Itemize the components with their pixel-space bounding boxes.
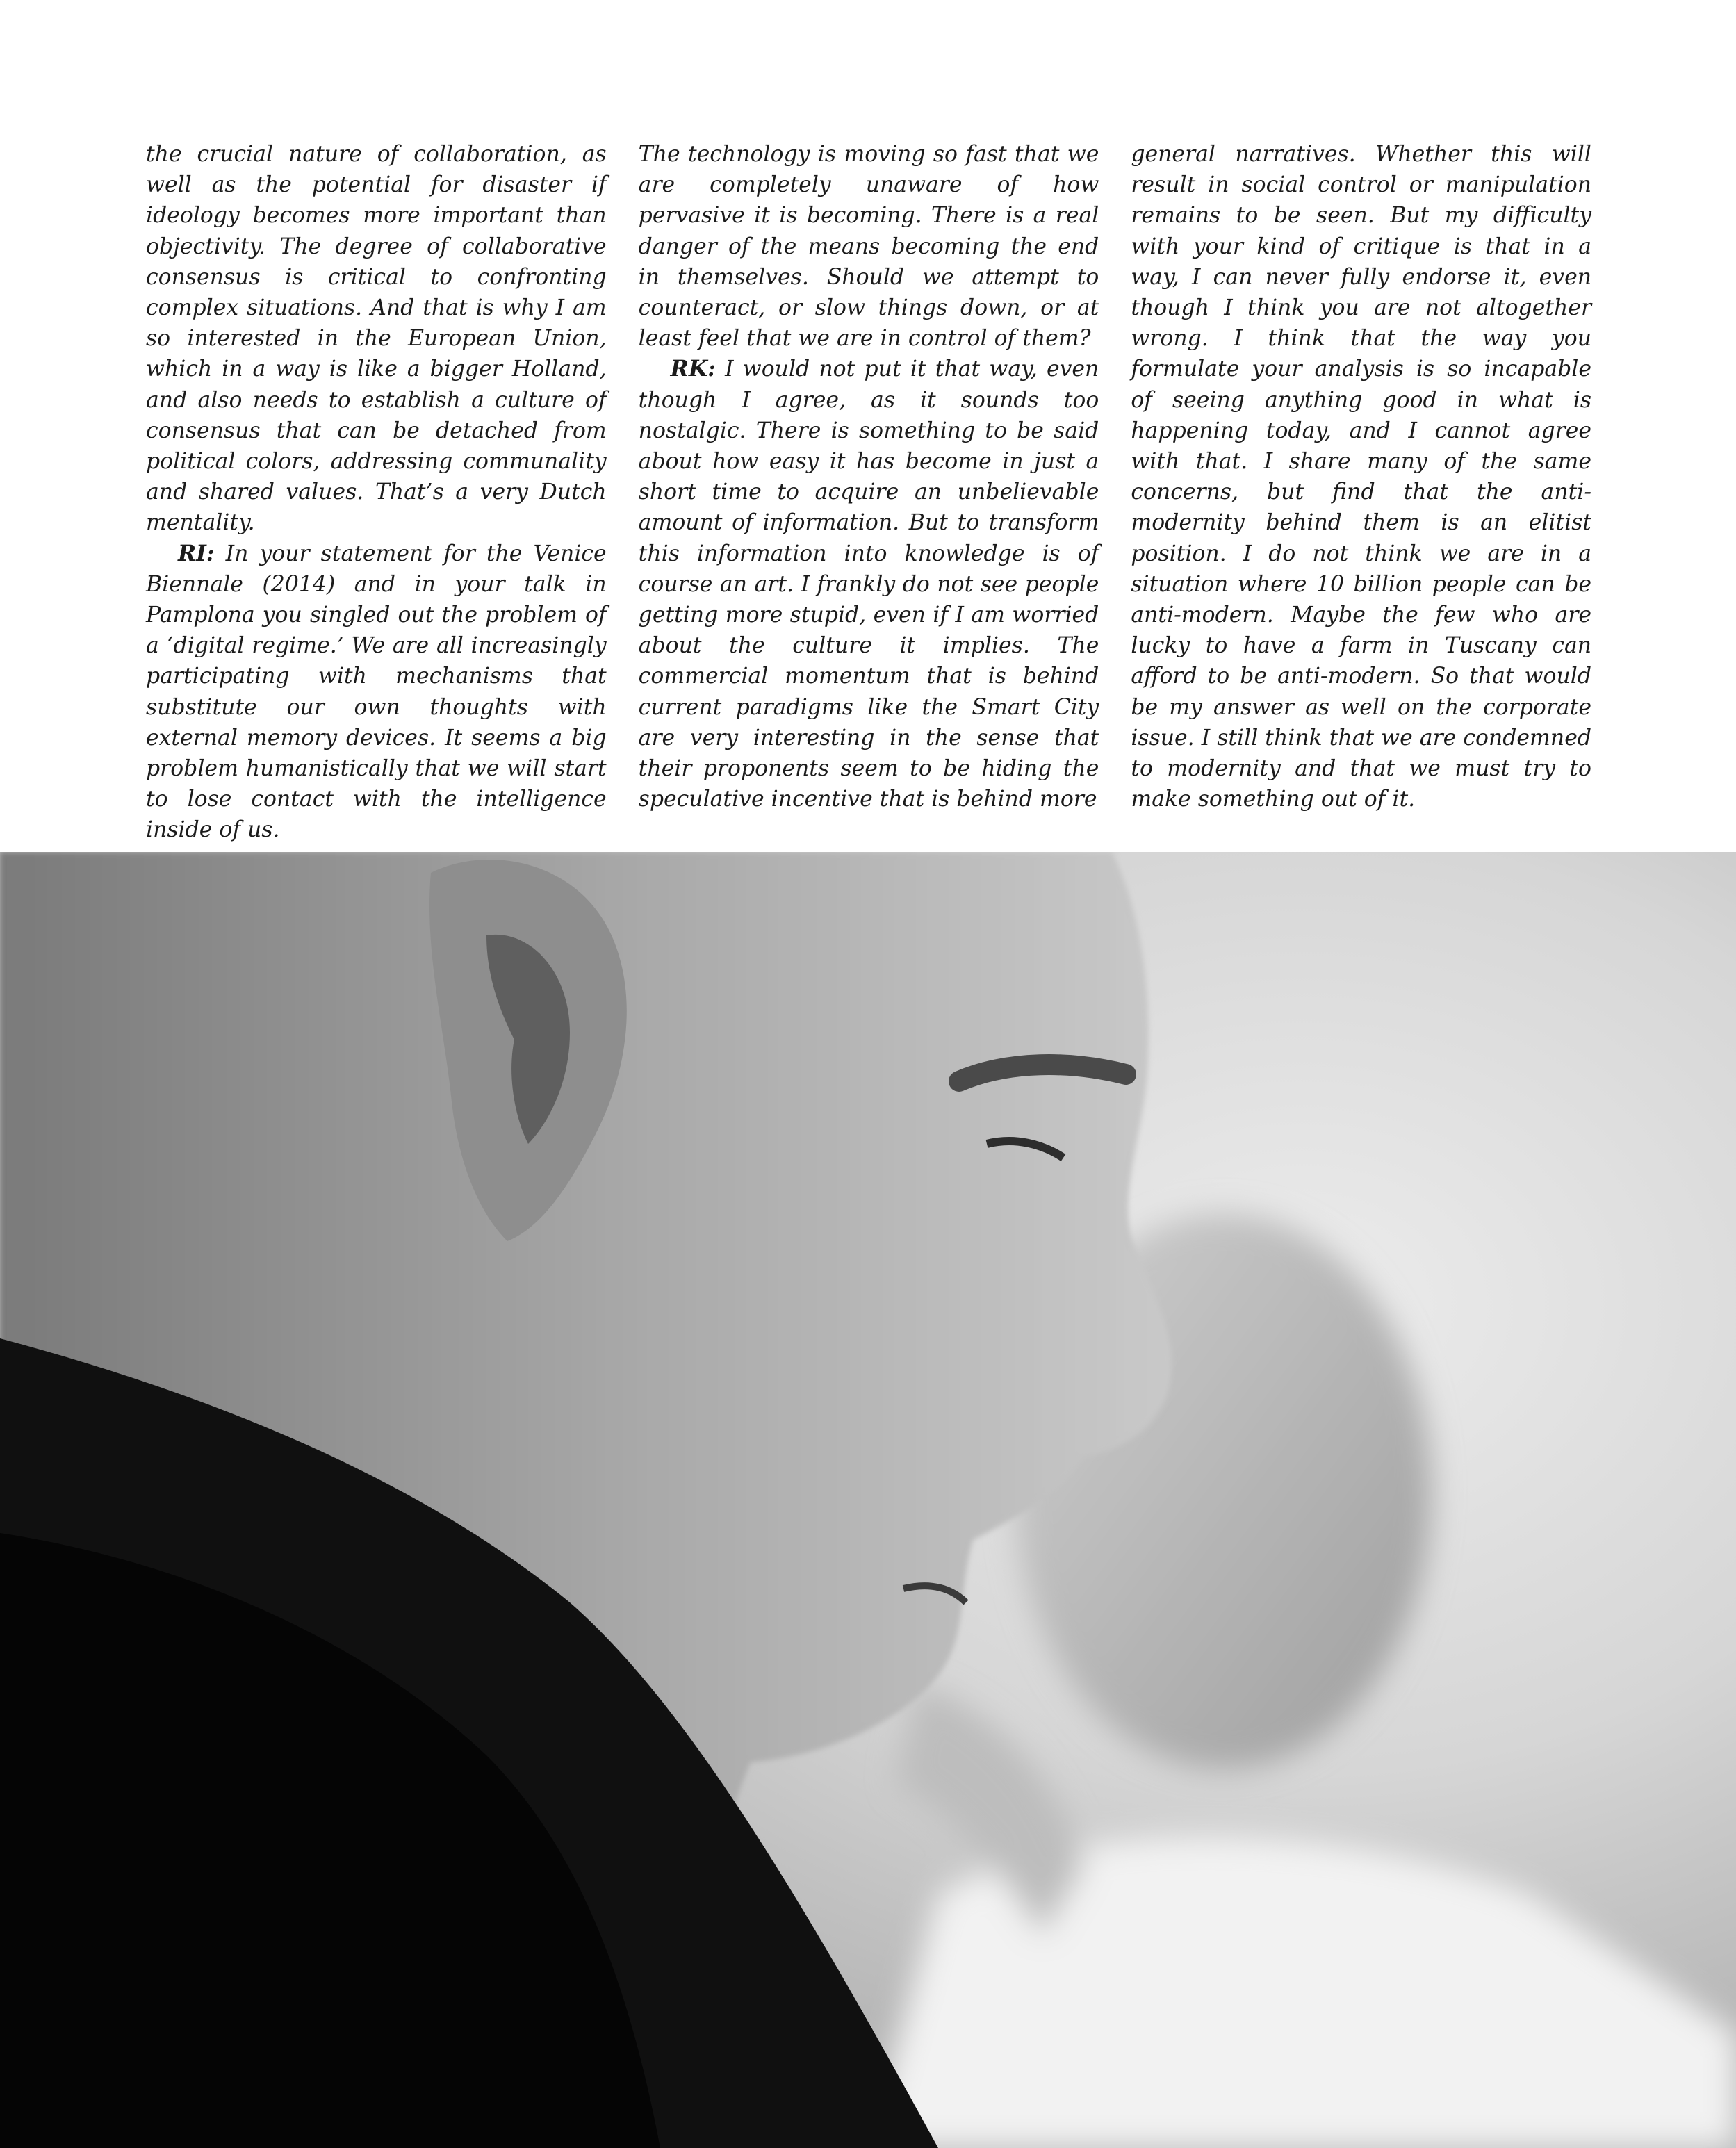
speaker-label: RK: [670,356,716,382]
paragraph [1131,139,1591,814]
paragraph-text: In your statement for the Venice Biennale (2014) and in your talk in Pamplona you singled out the problem of a ‘digital regime.’ We are all increasingly participating with mechanisms that substitute our own thoughts with external memory devices. It seems a big problem humanistically that we will start to lose contact with the intelligence inside of us. [146,541,607,843]
portrait-illustration [0,852,1736,2148]
text-column-2 [639,139,1099,846]
paragraph [639,139,1099,354]
paragraph [146,139,607,539]
paragraph-text: general narratives. Whether this will result in social control or manipulation remains to be seen. But my difficulty with your kind of critique is that in a way, I can never fully endorse it, even though I think you are not altogether wrong. I think that the way you formulate your analysis is so incapable of seeing anything good in what is happening today, and I cannot agree with that. I share many of the same concerns, but find that the anti-modernity behind them is an elitist position. I do not think we are in a situation where 10 billion people can be anti-modern. Maybe the few who are lucky to have a farm in Tuscany can afford to be anti-modern. So that would be my answer as well on the corporate issue. I still think that we are condemned to modernity and that we must try to make something out of it. [1131,142,1592,812]
paragraph [146,539,607,846]
text-column-1 [146,139,607,846]
paragraph [639,354,1099,814]
portrait-photo [0,852,1736,2148]
paragraph-text: the crucial nature of collaboration, as well as the potential for disaster if ideology becomes more important than objectivity. The degree of collaborative consensus is critical to confronting complex situations. And that is why I am so interested in the European Union, which in a way is like a bigger Holland, and also needs to establish a culture of consensus that can be detached from political colors, addressing communality and shared values. That’s a very Dutch mentality. [146,142,607,536]
text-column-3 [1131,139,1591,846]
speaker-label: RI: [178,540,215,566]
article-body [146,139,1591,846]
paragraph-text: The technology is moving so fast that we are completely unaware of how pervasive it is becoming. There is a real danger of the means becoming the end in themselves. Should we attempt to counteract, or slow things down, or at least feel that we are in control of them? [638,142,1099,352]
paragraph-text: I would not put it that way, even though I agree, as it sounds too nostalgic. There is something to be said about how easy it has become in just a short time to acquire an unbelievable amount of information. But to transform this information into knowledge is of course an art. I frankly do not see people getting more stupid, even if I am worried about the culture it implies. The commercial momentum that is behind current paradigms like the Smart City are very interesting in the sense that their proponents seem to be hiding the speculative incentive that is behind more [638,356,1099,812]
